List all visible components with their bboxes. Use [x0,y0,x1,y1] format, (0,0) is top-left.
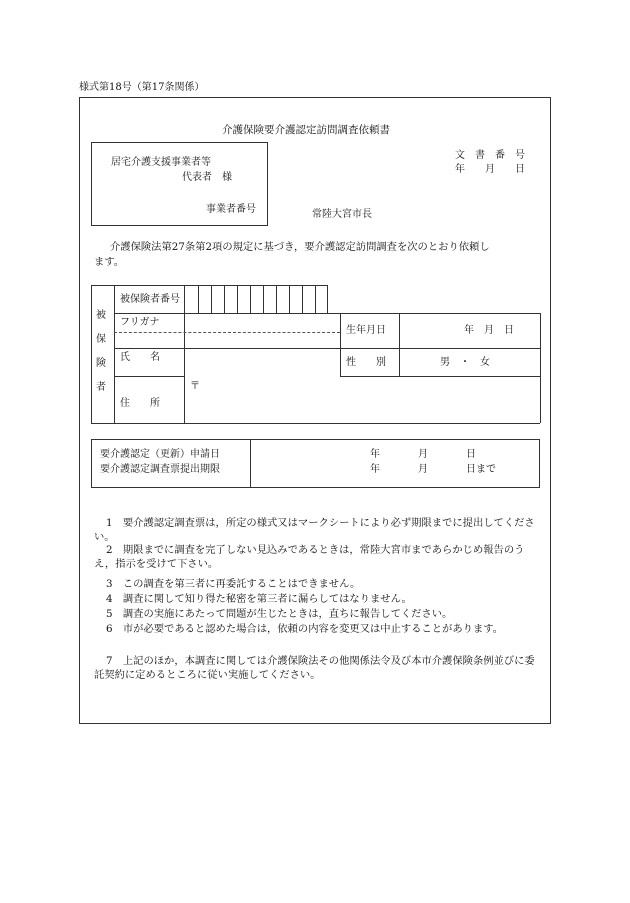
side-label-3: 険 [96,358,106,369]
doc-number-label: 文 書 番 号 [455,150,525,161]
application-month: 月 [418,449,428,460]
insured-number-label: 被保険者番号 [120,294,180,305]
note-item: 7 上記のほか，本調査に関しては介護保険法その他関係法令及び本市介護保険条例並びに委託契約に定めるところに従い実施してください。 [94,655,535,681]
side-label-1: 被 [96,310,106,321]
sex-label: 性 別 [346,357,386,368]
sender-name: 常陸大宮市長 [312,209,372,220]
birth-date-label: 生年月日 [346,325,386,336]
addressee-line1: 居宅介護支援事業者等 [111,157,211,168]
date-line: 年 月 日 [455,164,525,175]
deadline-label: 要介護認定調査票提出期限 [100,464,220,475]
intro-line2: ます。 [94,256,125,268]
side-label-4: 者 [96,382,106,393]
application-day: 日 [466,449,476,460]
addressee-line3: 事業者番号 [206,204,256,215]
address-label: 住 所 [120,398,160,409]
sex-value: 男 ・ 女 [440,357,490,368]
document-title: 介護保険要介護認定訪問調査依頼書 [222,124,390,136]
application-date-label: 要介護認定（更新）申請日 [100,449,220,460]
form-number: 様式第18号（第17条関係） [79,82,205,93]
note-item: 6 市が必要であると認めた場合は，依頼の内容を変更又は中止することがあります。 [106,623,504,635]
deadline-year: 年 [370,464,380,475]
name-label: 氏 名 [120,352,160,363]
birth-date-value: 年 月 日 [464,325,514,336]
note-item: 5 調査の実施にあたって問題が生じたときは，直ちに報告してください。 [106,608,453,620]
postal-mark: 〒 [190,381,200,392]
deadline-day: 日まで [466,464,496,475]
intro-line1: 介護保険法第27条第2項の規定に基づき，要介護認定訪問調査を次のとおり依頼し [110,241,490,253]
addressee-line2: 代表者 様 [182,172,232,183]
note-item: 3 この調査を第三者に再委託することはできません。 [106,578,361,590]
furigana-label: フリガナ [120,317,160,328]
side-label-2: 保 [96,334,106,345]
note-item: 2 期限までに調査を完了しない見込みであるときは，常陸大宮市まであらかじめ報告のうえ，指示を受けて下さい。 [94,544,525,570]
note-item: 1 要介護認定調査票は，所定の様式又はマークシートにより必ず期限までに提出してください。 [94,517,535,543]
application-year: 年 [370,449,380,460]
deadline-month: 月 [418,464,428,475]
note-item: 4 調査に関して知り得た秘密を第三者に漏らしてはなりません。 [106,593,412,605]
